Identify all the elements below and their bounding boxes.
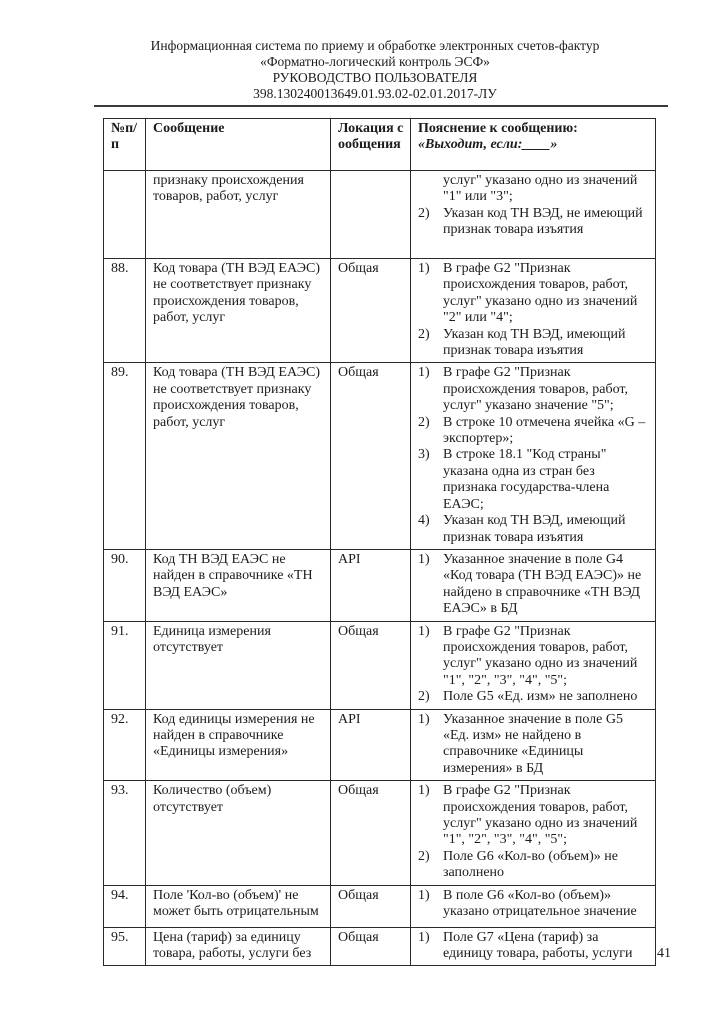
column-header-explanation	[411, 119, 656, 171]
row-num: 88.	[104, 259, 146, 363]
explanation-item-text: В строке 18.1 "Код страны" указана одна из стран без признака государства-члена ЕАЭС;	[443, 447, 610, 512]
explanation-item	[418, 261, 649, 327]
explanation-item	[418, 888, 649, 921]
header-line-system: Информационная система по приему и обработке электронных счетов-фактур	[150, 38, 600, 53]
explanation-item-marker: 1)	[418, 551, 430, 567]
header-line-control: «Форматно-логический контроль ЭСФ»	[260, 54, 490, 69]
column-header-location: Локация сообщения	[331, 119, 411, 171]
explanation-item-text: Поле G7 «Цена (тариф) за единицу товара, работы, услуги	[443, 929, 633, 962]
explanation-item	[418, 327, 649, 360]
explanation-subtitle: «Выходит, если:____»	[418, 137, 558, 153]
document-header	[82, 38, 668, 102]
explanation-item	[418, 415, 649, 448]
explanation-item-marker: 1)	[418, 887, 430, 903]
header-line-manual: РУКОВОДСТВО ПОЛЬЗОВАТЕЛЯ	[272, 70, 478, 85]
explanation-item-text: В графе G2 "Признак происхождения товаров, работ, услуг" указано одно из значений "2" или "4";	[443, 261, 638, 326]
explanation-item	[418, 930, 649, 963]
table-row	[104, 171, 656, 259]
explanation-item-marker: 2)	[418, 205, 430, 221]
explanation-item	[418, 783, 649, 849]
table-row	[104, 781, 656, 885]
row-message: Код товара (ТН ВЭД ЕАЭС) не соответствует признаку происхождения товаров, работ, услуг	[146, 363, 331, 549]
row-num: 89.	[104, 363, 146, 549]
table-row	[104, 709, 656, 781]
messages-table	[103, 118, 656, 966]
explanation-item-marker	[418, 173, 443, 206]
table-row	[104, 927, 656, 966]
row-message: Код товара (ТН ВЭД ЕАЭС) не соответствует признаку происхождения товаров, работ, услуг	[146, 259, 331, 363]
explanation-item-marker: 1)	[418, 623, 430, 639]
column-header-num: №п/п	[104, 119, 146, 171]
explanation-item-marker: 2)	[418, 689, 430, 705]
row-location	[331, 171, 411, 259]
row-message: Код ТН ВЭД ЕАЭС не найден в справочнике «ТН ВЭД ЕАЭС»	[146, 549, 331, 621]
explanation-item-marker: 1)	[418, 783, 430, 799]
row-message: Количество (объем) отсутствует	[146, 781, 331, 885]
explanation-item-text: В графе G2 "Признак происхождения товаров, работ, услуг" указано одно из значений "1", "2", "3", "4", "5";	[443, 783, 638, 848]
explanation-item	[418, 712, 649, 778]
row-num	[104, 171, 146, 259]
explanation-item	[418, 689, 649, 705]
row-num: 92.	[104, 709, 146, 781]
explanation-item	[418, 513, 649, 546]
row-num: 93.	[104, 781, 146, 885]
row-message: Цена (тариф) за единицу товара, работы, услуги без	[146, 927, 331, 966]
row-explanation	[411, 363, 656, 549]
row-explanation	[411, 171, 656, 259]
explanation-item-text: В графе G2 "Признак происхождения товаров, работ, услуг" указано значение "5";	[443, 365, 628, 414]
explanation-item-text: Указан код ТН ВЭД, имеющий признак товара изъятия	[443, 513, 626, 545]
explanation-item-text: Указанное значение в поле G4 «Код товара (ТН ВЭД ЕАЭС)» не найдено в справочнике «ТН ВЭД ЕАЭС» в БД	[443, 551, 642, 617]
row-location: Общая	[331, 621, 411, 709]
explanation-title: Пояснение к сообщению:	[418, 121, 578, 136]
explanation-item-text: В поле G6 «Кол-во (объем)» указано отрицательное значение	[443, 887, 637, 920]
explanation-item-marker: 2)	[418, 414, 430, 430]
explanation-item	[418, 552, 649, 618]
header-divider	[94, 105, 668, 107]
row-num: 95.	[104, 927, 146, 966]
row-message: признаку происхождения товаров, работ, услуг	[146, 171, 331, 259]
row-num: 91.	[104, 621, 146, 709]
explanation-item-text: В графе G2 "Признак происхождения товаров, работ, услуг" указано одно из значений "1", "2", "3", "4", "5";	[443, 623, 638, 688]
row-num: 94.	[104, 885, 146, 927]
row-location: Общая	[331, 363, 411, 549]
table-header	[104, 119, 656, 171]
column-header-message: Сообщение	[146, 119, 331, 171]
row-explanation	[411, 709, 656, 781]
table-row	[104, 621, 656, 709]
explanation-item-marker: 3)	[418, 447, 430, 463]
row-explanation	[411, 259, 656, 363]
explanation-item	[418, 365, 649, 414]
explanation-item-text: Указан код ТН ВЭД, не имеющий признак товара изъятия	[443, 205, 643, 238]
explanation-item	[418, 849, 649, 882]
row-location: Общая	[331, 885, 411, 927]
explanation-item-text: услуг" указано одно из значений "1" или "3";	[443, 173, 638, 205]
explanation-item	[418, 624, 649, 690]
explanation-item-marker: 1)	[418, 929, 430, 945]
row-message: Код единицы измерения не найден в справочнике «Единицы измерения»	[146, 709, 331, 781]
row-location: API	[331, 709, 411, 781]
explanation-item-marker: 2)	[418, 848, 430, 864]
row-explanation	[411, 885, 656, 927]
row-location: Общая	[331, 927, 411, 966]
table-row	[104, 885, 656, 927]
explanation-item-text: Указан код ТН ВЭД, имеющий признак товара изъятия	[443, 326, 626, 359]
explanation-item-text: В строке 10 отмечена ячейка «G – экспортер»;	[443, 414, 646, 447]
table-row	[104, 363, 656, 549]
row-message: Поле 'Кол-во (объем)' не может быть отрицательным	[146, 885, 331, 927]
row-location: API	[331, 549, 411, 621]
row-location: Общая	[331, 259, 411, 363]
row-explanation	[411, 621, 656, 709]
row-location: Общая	[331, 781, 411, 885]
explanation-item	[418, 206, 649, 239]
explanation-item-marker: 1)	[418, 365, 430, 381]
explanation-item-text: Поле G5 «Ед. изм» не заполнено	[443, 689, 638, 705]
explanation-item-text: Поле G6 «Кол-во (объем)» не заполнено	[443, 848, 618, 881]
row-num: 90.	[104, 549, 146, 621]
row-explanation	[411, 781, 656, 885]
explanation-item-text: Указанное значение в поле G5 «Ед. изм» не найдено в справочнике «Единицы измерения» в БД	[443, 711, 623, 776]
row-message: Единица измерения отсутствует	[146, 621, 331, 709]
explanation-item-marker: 4)	[418, 513, 430, 529]
explanation-item-marker: 1)	[418, 261, 430, 276]
page-number: 41	[657, 946, 671, 961]
header-line-code: 398.130240013649.01.93.02-02.01.2017-ЛУ	[253, 86, 497, 101]
explanation-item	[418, 447, 649, 513]
table-body	[104, 171, 656, 966]
table-row	[104, 549, 656, 621]
explanation-item-marker: 1)	[418, 711, 430, 727]
explanation-item	[418, 173, 649, 206]
row-explanation	[411, 549, 656, 621]
table-row	[104, 259, 656, 363]
row-explanation	[411, 927, 656, 966]
explanation-item-marker: 2)	[418, 326, 430, 342]
